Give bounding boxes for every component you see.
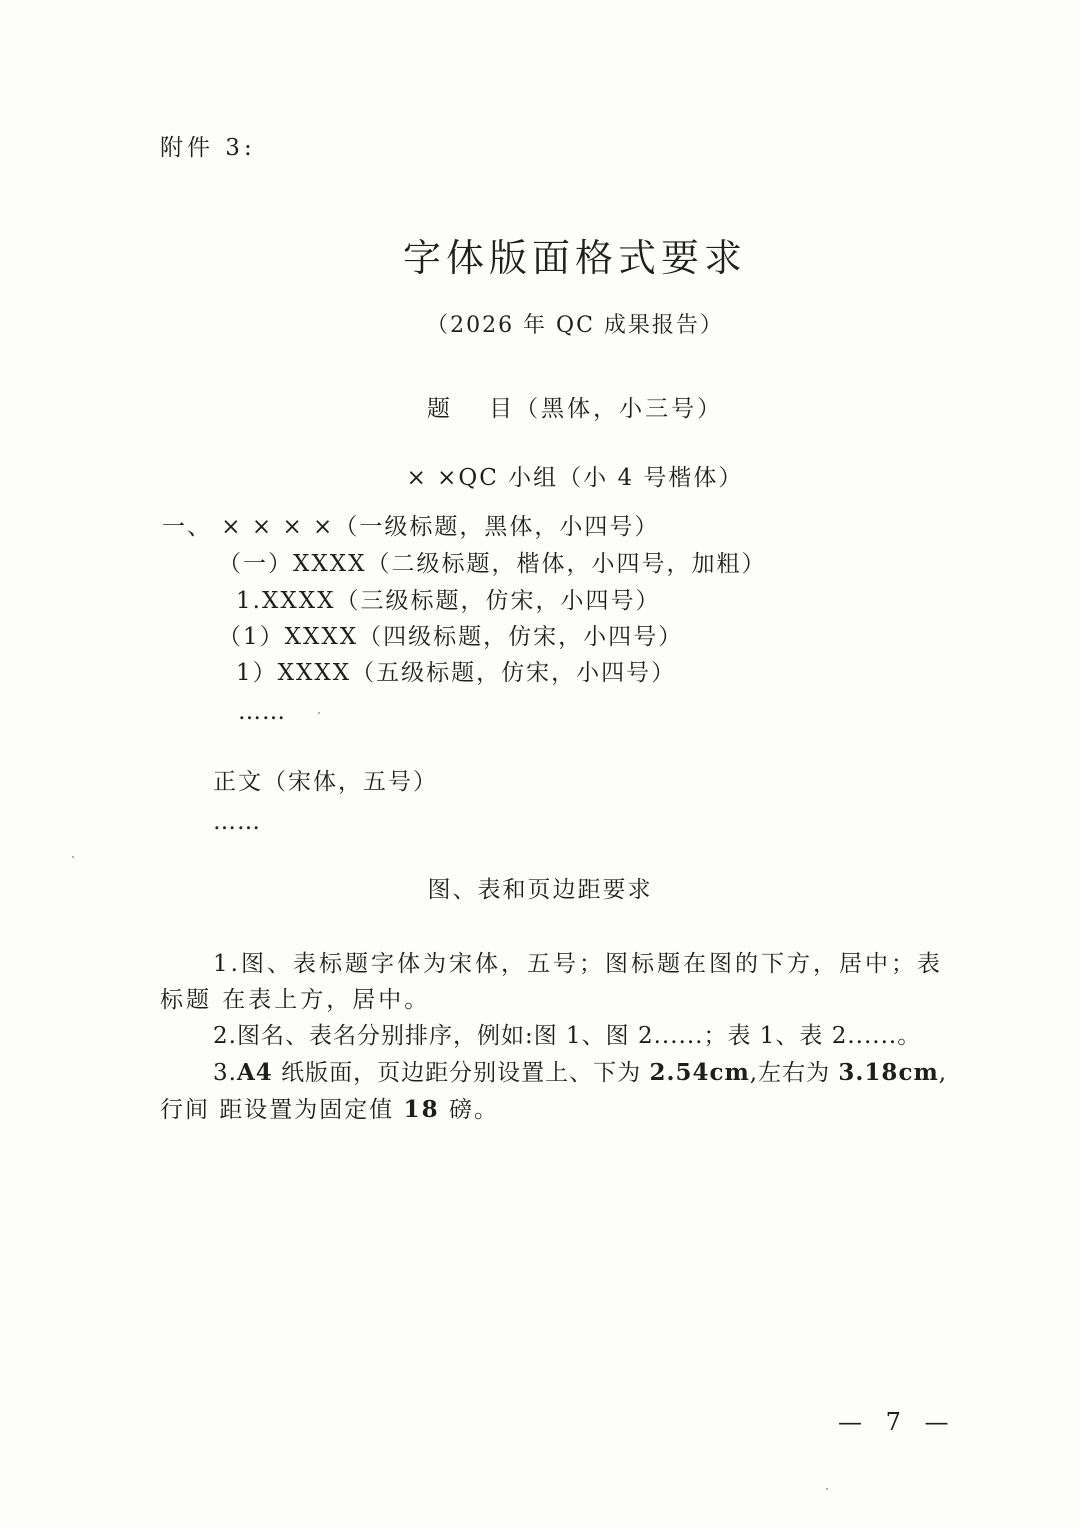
ellipsis-headings: …… (238, 699, 286, 725)
page-subtitle: （2026 年 QC 成果报告） (426, 313, 724, 338)
scan-speck (72, 856, 74, 858)
scan-speck (318, 712, 320, 714)
heading-level-1: 一、 × × × ×（一级标题，黑体，小四号） (162, 514, 660, 540)
page-number: — 7 — (838, 1408, 957, 1436)
attachment-label: 附件 3: (160, 135, 256, 161)
paragraph-2: 2.图名、表名分别排序，例如:图 1、图 2......；表 1、表 2......。 (213, 1023, 922, 1049)
paragraph-3-line-1 (213, 1057, 947, 1089)
para3-top-bottom-margin: 2.54cm (649, 1059, 750, 1086)
heading-level-5: 1）XXXX（五级标题，仿宋，小四号） (236, 660, 677, 686)
ellipsis-body: …… (213, 809, 261, 835)
group-line: × ×QC 小组（小 4 号楷体） (406, 465, 744, 491)
para3-a4: A4 (236, 1059, 273, 1086)
paragraph-1-line-1: 1.图、表标题字体为宋体，五号；图标题在图的下方，居中；表 (213, 951, 943, 977)
body-text-label: 正文（宋体，五号） (213, 769, 438, 795)
para3-line2-end: 磅。 (439, 1097, 499, 1123)
para3-prefix: 3. (213, 1060, 237, 1086)
para3-mid2: ,左右为 (749, 1060, 839, 1086)
page-title: 字体版面格式要求 (402, 236, 747, 280)
paragraph-3-line-2 (160, 1094, 499, 1126)
para3-line2-prefix: 行间 距设置为固定值 (160, 1097, 404, 1123)
para3-left-right-margin: 3.18cm (838, 1059, 939, 1086)
para3-mid1: 纸版面，页边距分别设置上、下为 (272, 1060, 650, 1086)
section-title: 图、表和页边距要求 (427, 877, 653, 903)
scan-speck (826, 1488, 828, 1490)
heading-level-2: （一）XXXX（二级标题，楷体，小四号，加粗） (218, 551, 767, 577)
heading-level-3: 1.XXXX（三级标题，仿宋，小四号） (236, 588, 661, 614)
para3-end: , (938, 1060, 948, 1086)
para3-line-spacing: 18 (403, 1096, 440, 1123)
heading-level-4: （1）XXXX（四级标题，仿宋，小四号） (218, 624, 684, 650)
topic-line: 题 目（黑体，小三号） (426, 396, 724, 422)
paragraph-1-line-2: 标题 在表上方，居中。 (160, 987, 431, 1013)
